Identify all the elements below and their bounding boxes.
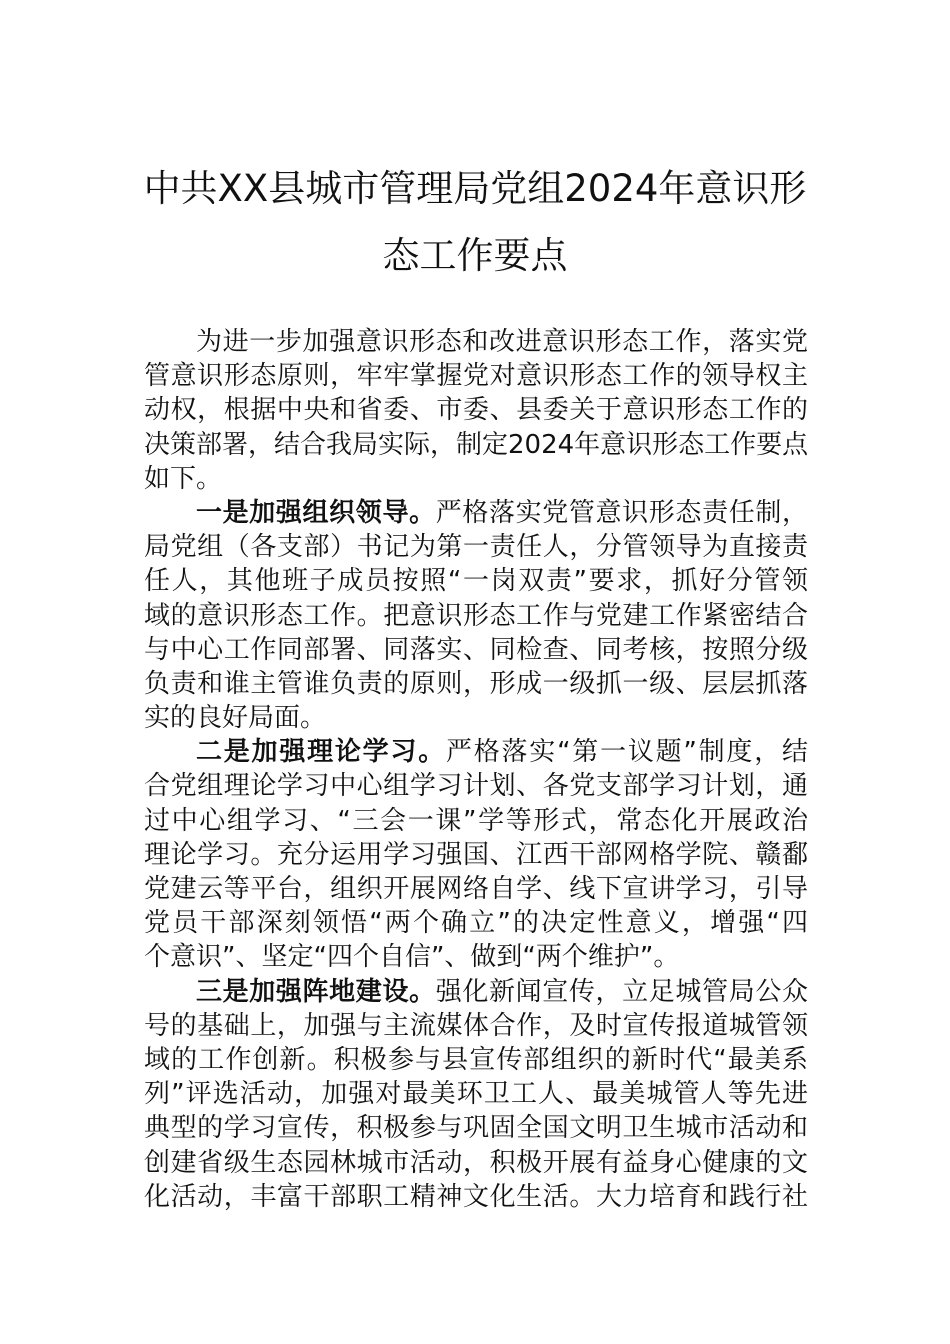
paragraph-lead-heading: 三是加强阵地建设。 [196,976,436,1007]
body-line: 化活动，丰富干部职工精神文化生活。大力培育和践行社 [144,1181,808,1212]
body-line: 负责和谁主管谁负责的原则，形成一级抓一级、层层抓落 [144,668,808,699]
paragraph-lead-heading: 二是加强理论学习。 [196,737,446,768]
body-line: 局党组（各支部）书记为第一责任人，分管领导为直接责 [144,532,808,563]
body-line: 动权，根据中央和省委、市委、县委关于意识形态工作的 [144,395,808,426]
body-line: 域的意识形态工作。把意识形态工作与党建工作紧密结合 [144,600,808,631]
body-line: 域的工作创新。积极参与县宣传部组织的新时代“最美系 [144,1044,808,1075]
paragraph-first-line [144,975,808,1009]
body-line: 党建云等平台，组织开展网络自学、线下宣讲学习，引导 [144,874,808,904]
body-line: 过中心组学习、“三会一课”学等形式，常态化开展政治 [144,805,808,836]
paragraph-first-line [144,735,808,769]
body-line: 实的良好局面。 [144,703,327,734]
paragraph-first-line [144,496,808,530]
body-text: 严格落实党管意识形态责任制， [435,497,808,528]
body-text: 严格落实“第一议题”制度，结 [445,737,808,768]
body-line: 典型的学习宣传，积极参与巩固全国文明卫生城市活动和 [144,1113,808,1144]
body-text: 强化新闻宣传，立足城管局公众 [435,976,808,1007]
body-line: 合党组理论学习中心组学习计划、各党支部学习计划，通 [144,771,808,802]
body-line: 个意识”、坚定“四个自信”、做到“两个维护”。 [144,942,680,973]
body-line: 为进一步加强意识形态和改进意识形态工作，落实党 [196,327,808,357]
body-line: 理论学习。充分运用学习强国、江西干部网格学院、赣鄱 [144,839,808,870]
body-line: 与中心工作同部署、同落实、同检查、同考核，按照分级 [144,634,808,665]
body-line: 创建省级生态园林城市活动，积极开展有益身心健康的文 [144,1147,808,1178]
body-line: 党员干部深刻领悟“两个确立”的决定性意义，增强“四 [144,908,808,939]
paragraph-lead-heading: 一是加强组织领导。 [196,497,436,528]
body-line: 决策部署，结合我局实际，制定2024年意识形态工作要点 [144,429,808,460]
body-line: 任人，其他班子成员按照“一岗双责”要求，抓好分管领 [144,566,808,597]
body-line: 号的基础上，加强与主流媒体合作，及时宣传报道城管领 [144,1010,808,1041]
document-body [144,325,808,1214]
body-line: 管意识形态原则，牢牢掌握党对意识形态工作的领导权主 [144,361,808,392]
body-line: 列”评选活动，加强对最美环卫工人、最美城管人等先进 [144,1079,808,1110]
body-line: 如下。 [144,463,223,494]
document-title-line-1: 中共XX县城市管理局党组2024年意识形 [143,167,807,210]
document-title-line-2: 态工作要点 [382,234,568,277]
